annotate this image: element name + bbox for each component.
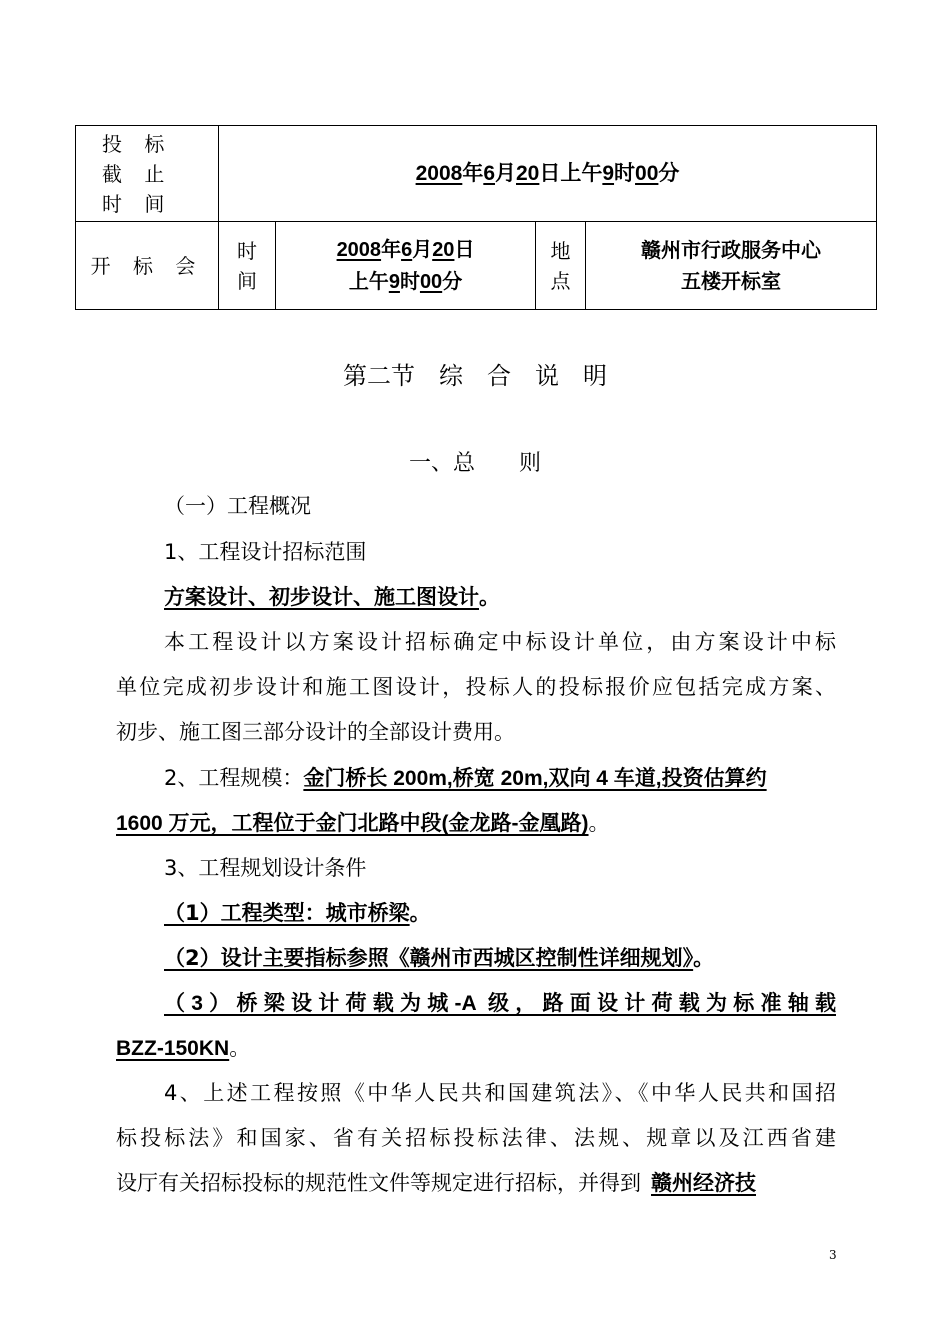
condition-1: （1）工程类型：城市桥梁。 (164, 901, 431, 925)
opening-row (76, 222, 877, 310)
item3-title: 3、工程规划设计条件 (164, 856, 367, 880)
item2-line2: 1600 万元，工程位于金门北路中段(金龙路-金凰路)。 (116, 811, 610, 835)
sub-heading-overview: （一）工程概况 (164, 494, 311, 518)
para1-line1: 本工程设计以方案设计招标确定中标设计单位，由方案设计中标 (164, 630, 836, 654)
para1-line2: 单位完成初步设计和施工图设计，投标人的投标报价应包括完成方案、 (116, 675, 836, 699)
para4-line2: 标投标法》和国家、省有关招标投标法律、法规、规章以及江西省建 (116, 1126, 836, 1150)
item2-line1: 2、工程规模：金门桥长 200m,桥宽 20m,双向 4 车道,投资估算约 (164, 766, 767, 790)
time-value: 2008年6月20日 上午9时00分 (276, 222, 536, 310)
item1-scope: 方案设计、初步设计、施工图设计。 (164, 585, 500, 609)
condition-3-line1: （3）桥梁设计荷载为城-A 级，路面设计荷载为标准轴载 (164, 992, 836, 1015)
para4-line1: 4、上述工程按照《中华人民共和国建筑法》、《中华人民共和国招 (164, 1081, 836, 1105)
para1-line3: 初步、施工图三部分设计的全部设计费用。 (116, 720, 515, 744)
deadline-value: 2008年6月20日上午9时00分 (219, 126, 877, 222)
condition-3-line2: BZZ-150KN。 (116, 1036, 251, 1060)
place-value: 赣州市行政服务中心 五楼开标室 (586, 222, 877, 310)
deadline-row (76, 126, 877, 222)
deadline-label: 投 标 截 止 时 间 (76, 126, 219, 222)
section-title: 第二节 综 合 说 明 (343, 362, 607, 390)
bid-info-table (75, 125, 877, 310)
para4-line3: 设厅有关招标投标的规范性文件等规定进行招标，并得到 赣州经济技 (116, 1171, 756, 1195)
place-label: 地点 (536, 222, 586, 310)
time-label: 时间 (219, 222, 276, 310)
opening-label: 开 标 会 (76, 222, 219, 310)
heading-general: 一、总 则 (408, 451, 541, 476)
condition-2: （2）设计主要指标参照《赣州市西城区控制性详细规划》。 (164, 946, 715, 970)
page-number: 3 (829, 1248, 837, 1262)
item1-title: 1、工程设计招标范围 (164, 540, 367, 564)
